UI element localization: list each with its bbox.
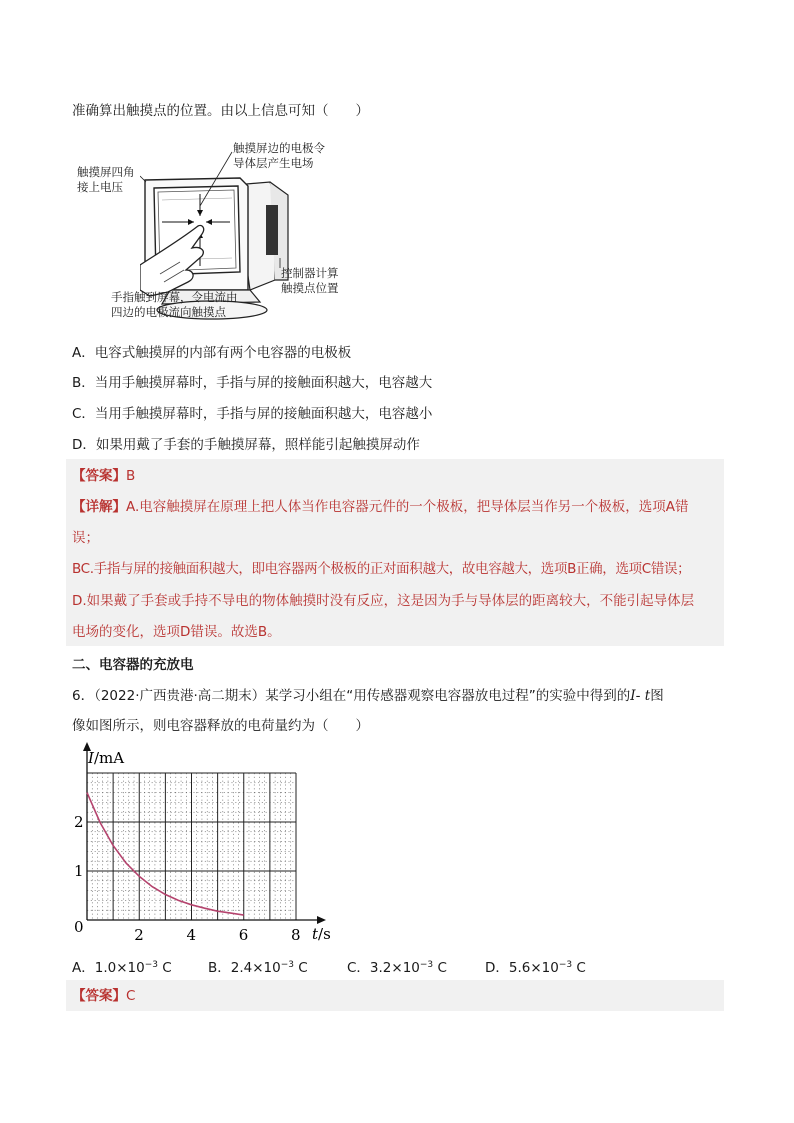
q5-option-d: D．如果用戴了手套的手触摸屏幕，照样能引起触摸屏动作 <box>72 437 420 453</box>
detail-text: A.电容触摸屏在原理上把人体当作电容器元件的一个极板，把导体层当作另一个极板，选项A错 <box>126 499 689 515</box>
q5-answer <box>72 466 135 486</box>
q5-option-a: A．电容式触摸屏的内部有两个电容器的电极板 <box>72 345 352 361</box>
q6-option-a: A．$1.0\times 10^{-3}$ C <box>72 960 172 976</box>
chart-x-axis-arrow <box>317 916 326 924</box>
figure-label-left: 触摸屏四角 接上电压 <box>77 165 135 194</box>
chart-x-tick-label: 8 <box>291 926 301 944</box>
chart-x-label: t/s <box>312 925 331 943</box>
q5-answer-block <box>66 459 724 646</box>
chart-y-tick-label: 2 <box>74 813 84 831</box>
q5-detail-line-4: D.如果戴了手套或手持不导电的物体触摸时没有反应，这是因为手与导体层的距离较大，不能引起导体层 <box>72 593 695 609</box>
answer-value: B <box>126 468 136 484</box>
q6-answer-block <box>66 980 724 1011</box>
figure-label-top: 触摸屏边的电极令 导体层产生电场 <box>233 141 325 170</box>
q6-option-b: B．$2.4\times 10^{-3}$ C <box>208 960 308 976</box>
chart-x-tick-label: 6 <box>238 926 249 944</box>
q6-answer <box>72 986 135 1006</box>
q5-option-c: C．当用手触摸屏幕时，手指与屏的接触面积越大，电容越小 <box>72 406 433 422</box>
intro-line: 准确算出触摸点的位置。由以上信息可知（ ） <box>72 103 369 119</box>
q6-stem-line-1: 6．（2022·广西贵港·高二期末）某学习小组在“用传感器观察电容器放电过程”的实验中得到的I- t图 <box>72 688 664 704</box>
answer-value: C <box>126 988 136 1004</box>
answer-bracket: 【答案】 <box>72 468 126 484</box>
q6-option-d: D．$5.6\times 10^{-3}$ C <box>485 960 586 976</box>
answer-bracket: 【答案】 <box>72 988 126 1004</box>
chart-y-tick-label: 1 <box>74 862 84 880</box>
chart-y-label: I/mA <box>88 749 125 767</box>
q5-detail-line-2: 误； <box>72 530 99 546</box>
discharge-chart <box>60 740 350 945</box>
figure-label-right: 控制器计算 触摸点位置 <box>281 266 339 295</box>
q5-detail-line-5: 电场的变化，选项D错误。故选B。 <box>72 624 281 640</box>
q6-stem-line-2: 像如图所示，则电容器释放的电荷量约为（ ） <box>72 718 369 734</box>
q6-option-c: C．$3.2\times 10^{-3}$ C <box>347 960 447 976</box>
q5-detail-line-1 <box>72 497 689 517</box>
chart-origin-label: 0 <box>74 918 84 936</box>
detail-bracket: 【详解】 <box>72 499 126 515</box>
section-title: 二、电容器的充放电 <box>72 657 194 673</box>
chart-x-tick-label: 4 <box>186 926 197 944</box>
figure-label-bottom: 手指触到屏幕，令电流由 四边的电极流向触摸点 <box>111 290 238 319</box>
q5-detail-line-3: BC.手指与屏的接触面积越大，即电容器两个极板的正对面积越大，故电容越大，选项B正确，选项C错误； <box>72 561 691 577</box>
q5-option-b: B．当用手触摸屏幕时，手指与屏的接触面积越大，电容越大 <box>72 375 433 391</box>
chart-x-tick-label: 2 <box>134 926 144 944</box>
